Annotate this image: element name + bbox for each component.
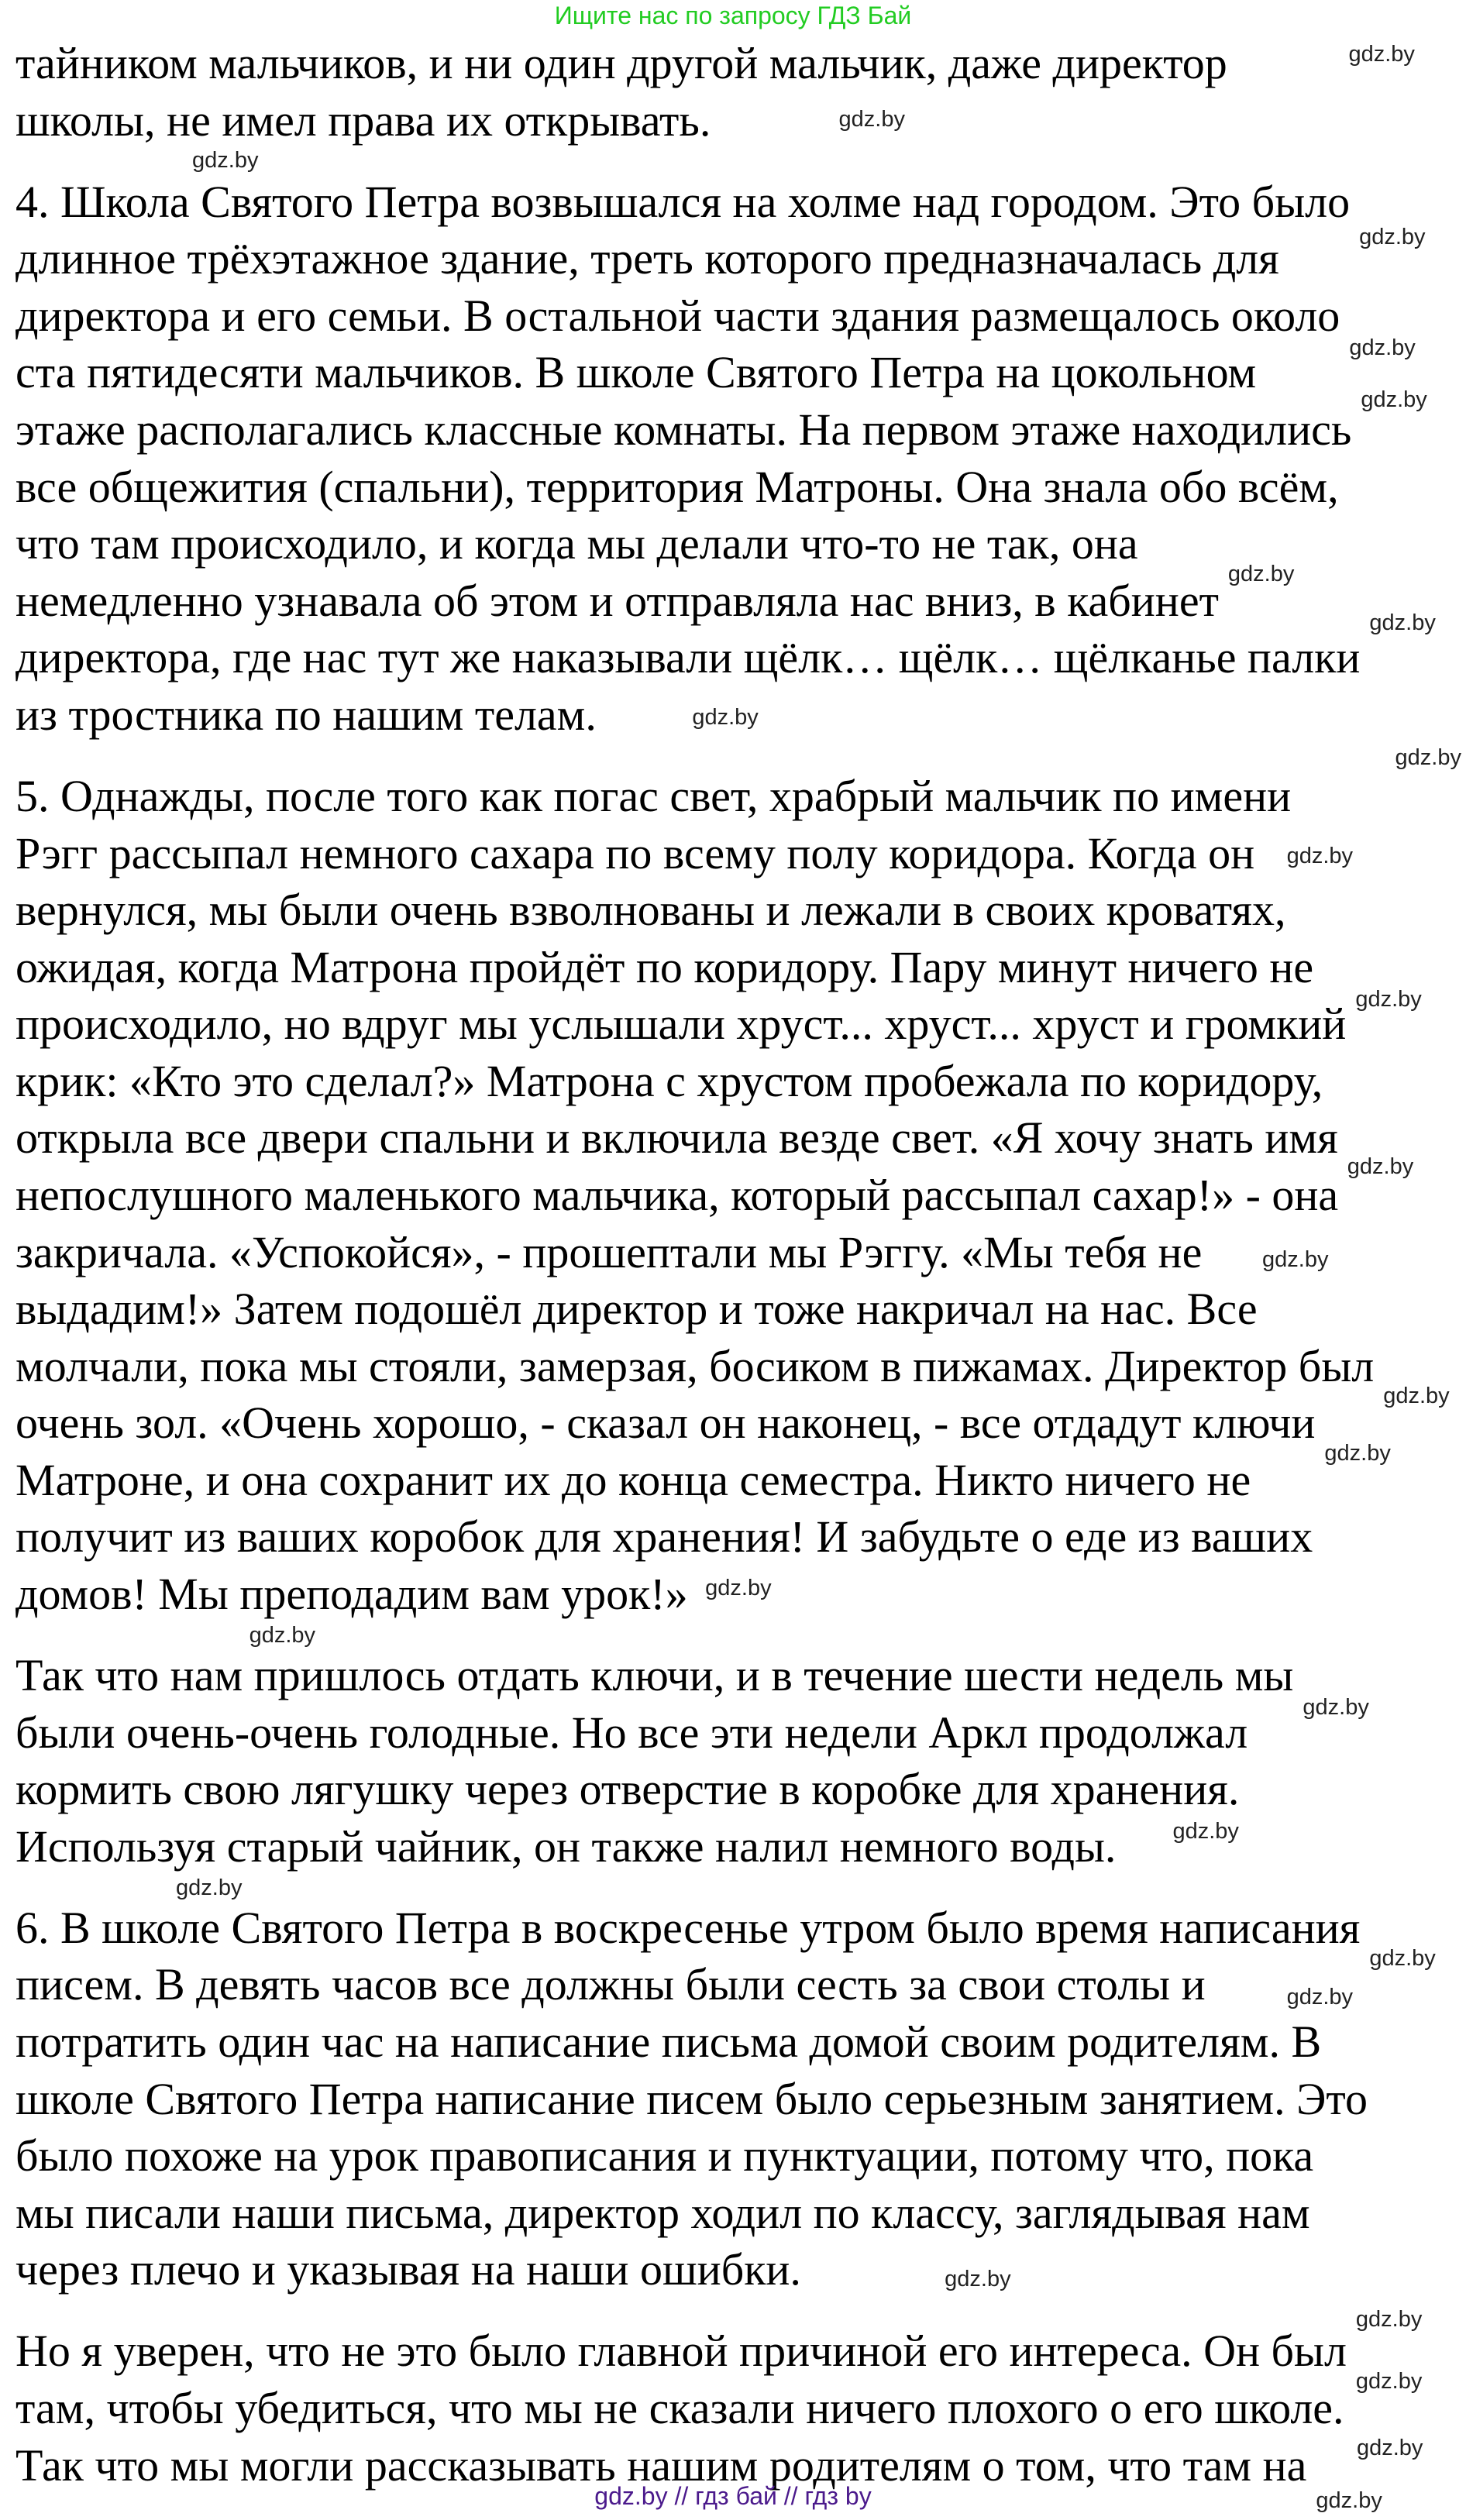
text-line: непослушного маленького мальчика, который рассыпал сахар!» - она — [15, 1169, 1339, 1220]
watermark-label: gdz.by — [1324, 1440, 1391, 1466]
text-line: ожидая, когда Матрона пройдёт по коридору. Пару минут ничего не — [15, 941, 1314, 992]
text-line: из тростника по нашим телам. — [15, 689, 597, 740]
watermark-label: gdz.by — [1347, 1154, 1414, 1180]
watermark-label: gdz.by — [1227, 561, 1295, 586]
text-line: что там происходило, и когда мы делали что-то не так, она — [15, 518, 1138, 569]
text-line: потратить один час на написание письма домой своим родителям. В — [15, 2016, 1322, 2067]
watermark-label: gdz.by — [692, 704, 759, 730]
text-line: кормить свою лягушку через отверстие в коробке для хранения. — [15, 1764, 1240, 1815]
text-line: писем. В девять часов все должны были сесть за свои столы и — [15, 1959, 1206, 2010]
watermark-label: gdz.by — [1316, 2487, 1382, 2513]
text-line: 4. Школа Святого Петра возвышался на холме над городом. Это было — [15, 176, 1351, 227]
text-line: крик: «Кто это сделал?» Матрона с хрустом пробежала по коридору, — [15, 1055, 1323, 1106]
text-line: через плечо и указывая на наши ошибки. — [15, 2244, 801, 2295]
watermark-label: gdz.by — [176, 1875, 243, 1901]
watermark-label: gdz.by — [1286, 1985, 1354, 2010]
text-line: директора и его семьи. В остальной части здания размещалось около — [15, 290, 1340, 341]
watermark-label: gdz.by — [1262, 1246, 1329, 1272]
watermark-label: gdz.by — [1355, 2307, 1423, 2333]
text-line: немедленно узнавала об этом и отправляла нас вниз, в кабинет — [15, 575, 1219, 626]
text-line: открыла все двери спальни и включила везде свет. «Я хочу знать имя — [15, 1112, 1338, 1164]
watermark-label: gdz.by — [838, 107, 905, 132]
text-line: там, чтобы убедиться, что мы не сказали ничего плохого о его школе. — [15, 2382, 1344, 2433]
text-line: школы, не имел права их открывать. — [15, 95, 711, 146]
text-line: директора, где нас тут же наказывали щёлк… щёлк… щёлканье палки — [15, 632, 1361, 683]
watermark-label: gdz.by — [1361, 387, 1427, 412]
watermark-label: gdz.by — [249, 1623, 316, 1648]
watermark-label: gdz.by — [1355, 2369, 1423, 2395]
text-line: Так что мы могли рассказывать нашим родителям о том, что там на — [15, 2439, 1307, 2491]
watermark-label: gdz.by — [1348, 42, 1415, 67]
text-line: 6. В школе Святого Петра в воскресенье утром было время написания — [15, 1902, 1361, 1953]
watermark-label: gdz.by — [1369, 1945, 1436, 1971]
text-line: Матроне, и она сохранит их до конца семестра. Никто ничего не — [15, 1454, 1251, 1505]
text-line: молчали, пока мы стояли, замерзая, босиком в пижамах. Директор был — [15, 1340, 1375, 1391]
text-line: все общежития (спальни), территория Матроны. Она знала обо всём, — [15, 461, 1339, 512]
watermark-label: gdz.by — [1303, 1694, 1369, 1720]
text-line: 5. Однажды, после того как погас свет, храбрый мальчик по имени — [15, 770, 1292, 821]
text-line: Но я уверен, что не это было главной причиной его интереса. Он был — [15, 2326, 1347, 2377]
text-line: тайником мальчиков, и ни один другой мальчик, даже директор — [15, 38, 1227, 89]
text-line: мы писали наши письма, директор ходил по классу, заглядывая нам — [15, 2187, 1310, 2238]
watermark-label: gdz.by — [945, 2266, 1011, 2291]
watermark-label: gdz.by — [1369, 610, 1436, 635]
text-line: ста пятидесяти мальчиков. В школе Святого Петра на цокольном — [15, 347, 1257, 398]
watermark-label: gdz.by — [1286, 843, 1354, 868]
text-line: вернулся, мы были очень взволнованы и лежали в своих кроватях, — [15, 885, 1286, 936]
watermark-label: gdz.by — [1355, 986, 1422, 1012]
text-line: Так что нам пришлось отдать ключи, и в течение шести недель мы — [15, 1650, 1294, 1701]
text-line: получит из ваших коробок для хранения! И забудьте о еде из ваших — [15, 1511, 1313, 1563]
watermark-label: gdz.by — [1359, 224, 1426, 249]
text-line: закричала. «Успокойся», - прошептали мы Рэггу. «Мы тебя не — [15, 1226, 1203, 1277]
search-hint-banner: Ищите нас по запросу ГДЗ Бай — [554, 2, 912, 29]
watermark-label: gdz.by — [1395, 745, 1461, 771]
text-line: этаже располагались классные комнаты. На первом этаже находились — [15, 404, 1352, 456]
text-line: Рэгг рассыпал немного сахара по всему полу коридора. Когда он — [15, 827, 1255, 878]
footer-links[interactable]: gdz.by // гдз бай // гдз by — [594, 2482, 872, 2510]
text-line: происходило, но вдруг мы услышали хруст... хруст... хруст и громкий — [15, 999, 1347, 1050]
watermark-label: gdz.by — [1356, 2436, 1423, 2461]
text-line: выдадим!» Затем подошёл директор и тоже накричал на нас. Все — [15, 1284, 1258, 1335]
watermark-label: gdz.by — [1349, 335, 1416, 360]
watermark-label: gdz.by — [705, 1576, 772, 1601]
watermark-label: gdz.by — [1172, 1818, 1239, 1844]
text-line: Используя старый чайник, он также налил немного воды. — [15, 1820, 1117, 1872]
text-line: школе Святого Петра написание писем было серьезным занятием. Это — [15, 2073, 1368, 2124]
text-line: длинное трёхэтажное здание, треть которого предназначалась для — [15, 233, 1279, 284]
text-line: очень зол. «Очень хорошо, - сказал он наконец, - все отдадут ключи — [15, 1398, 1316, 1449]
text-line: были очень-очень голодные. Но все эти недели Аркл продолжал — [15, 1707, 1248, 1758]
text-line: было похоже на урок правописания и пунктуации, потому что, пока — [15, 2130, 1314, 2181]
watermark-label: gdz.by — [192, 147, 259, 173]
text-line: домов! Мы преподадим вам урок!» — [15, 1568, 688, 1619]
watermark-label: gdz.by — [1383, 1384, 1450, 1409]
